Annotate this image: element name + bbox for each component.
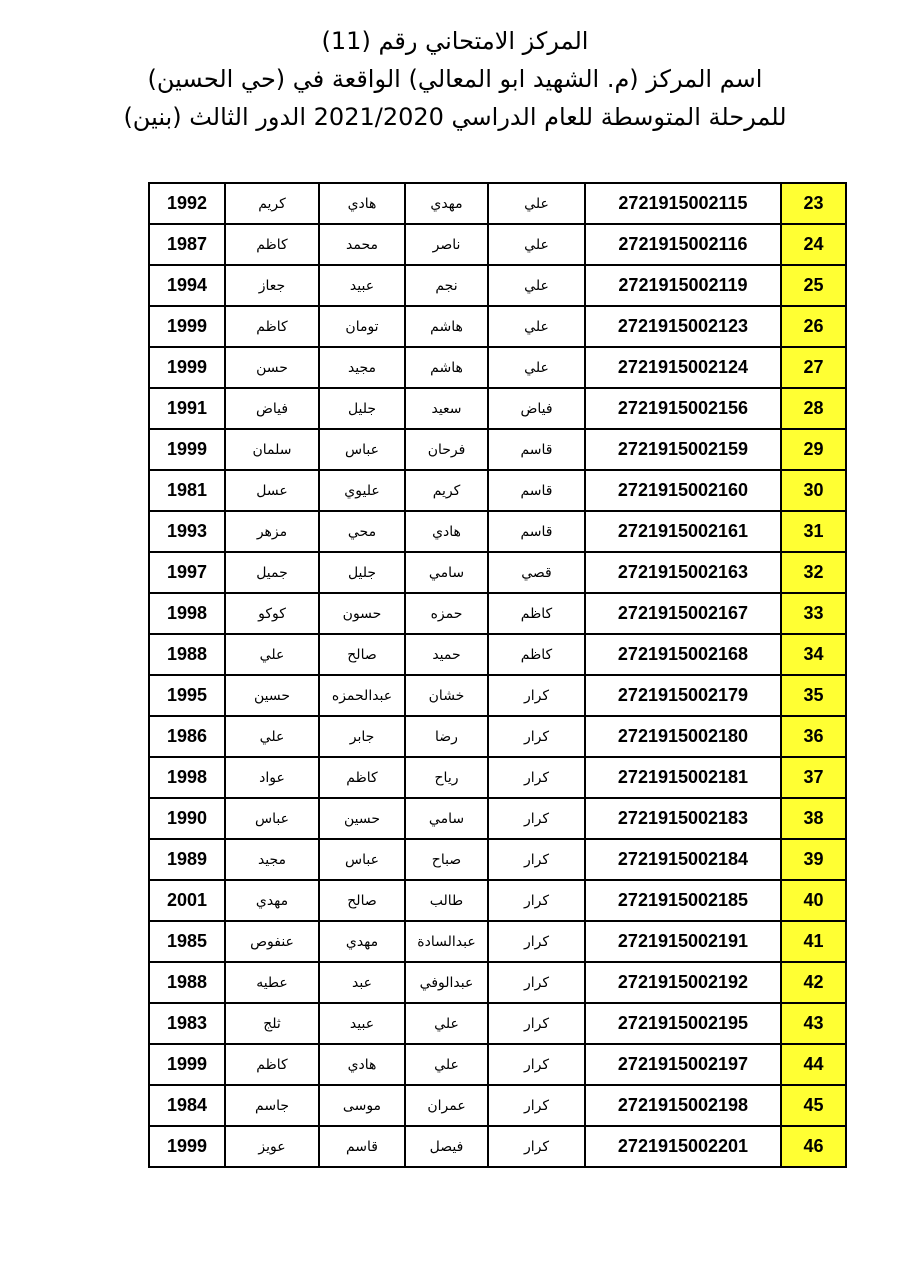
family-name-cell: فياض — [225, 388, 319, 429]
birth-year-cell: 1998 — [149, 757, 225, 798]
family-name-cell: مجيد — [225, 839, 319, 880]
table-row — [149, 224, 846, 265]
first-name-cell: كاظم — [488, 634, 585, 675]
table-row — [149, 265, 846, 306]
exam-number-cell: 2721915002184 — [585, 839, 781, 880]
sequence-number-cell: 34 — [781, 634, 846, 675]
table-row — [149, 306, 846, 347]
sequence-number-cell: 44 — [781, 1044, 846, 1085]
father-name-cell: حمزه — [405, 593, 488, 634]
sequence-number-cell: 27 — [781, 347, 846, 388]
grandfather-name-cell: مهدي — [319, 921, 405, 962]
first-name-cell: كرار — [488, 1003, 585, 1044]
grandfather-name-cell: تومان — [319, 306, 405, 347]
sequence-number-cell: 24 — [781, 224, 846, 265]
grandfather-name-cell: محي — [319, 511, 405, 552]
first-name-cell: قاسم — [488, 511, 585, 552]
first-name-cell: كرار — [488, 839, 585, 880]
exam-number-cell: 2721915002163 — [585, 552, 781, 593]
first-name-cell: قصي — [488, 552, 585, 593]
exam-number-cell: 2721915002191 — [585, 921, 781, 962]
table-row — [149, 183, 846, 224]
first-name-cell: قاسم — [488, 429, 585, 470]
grandfather-name-cell: صالح — [319, 880, 405, 921]
first-name-cell: علي — [488, 347, 585, 388]
table-row — [149, 470, 846, 511]
grandfather-name-cell: عباس — [319, 429, 405, 470]
family-name-cell: عويز — [225, 1126, 319, 1167]
table-row — [149, 388, 846, 429]
student-table — [148, 182, 847, 1168]
grandfather-name-cell: محمد — [319, 224, 405, 265]
sequence-number-cell: 43 — [781, 1003, 846, 1044]
exam-number-cell: 2721915002185 — [585, 880, 781, 921]
father-name-cell: سامي — [405, 552, 488, 593]
first-name-cell: فياض — [488, 388, 585, 429]
grandfather-name-cell: هادي — [319, 1044, 405, 1085]
sequence-number-cell: 26 — [781, 306, 846, 347]
father-name-cell: سامي — [405, 798, 488, 839]
student-table-body — [149, 183, 846, 1167]
exam-number-cell: 2721915002119 — [585, 265, 781, 306]
birth-year-cell: 1999 — [149, 347, 225, 388]
sequence-number-cell: 37 — [781, 757, 846, 798]
father-name-cell: علي — [405, 1003, 488, 1044]
table-row — [149, 552, 846, 593]
father-name-cell: صباح — [405, 839, 488, 880]
family-name-cell: كريم — [225, 183, 319, 224]
birth-year-cell: 1987 — [149, 224, 225, 265]
sequence-number-cell: 31 — [781, 511, 846, 552]
sequence-number-cell: 38 — [781, 798, 846, 839]
family-name-cell: مزهر — [225, 511, 319, 552]
sequence-number-cell: 28 — [781, 388, 846, 429]
birth-year-cell: 1983 — [149, 1003, 225, 1044]
family-name-cell: ثلج — [225, 1003, 319, 1044]
first-name-cell: علي — [488, 224, 585, 265]
grandfather-name-cell: حسين — [319, 798, 405, 839]
sequence-number-cell: 45 — [781, 1085, 846, 1126]
first-name-cell: علي — [488, 306, 585, 347]
first-name-cell: كرار — [488, 1044, 585, 1085]
exam-number-cell: 2721915002159 — [585, 429, 781, 470]
father-name-cell: هاشم — [405, 306, 488, 347]
father-name-cell: مهدي — [405, 183, 488, 224]
first-name-cell: كرار — [488, 757, 585, 798]
birth-year-cell: 1984 — [149, 1085, 225, 1126]
family-name-cell: علي — [225, 634, 319, 675]
grandfather-name-cell: عبيد — [319, 265, 405, 306]
grandfather-name-cell: عبد — [319, 962, 405, 1003]
father-name-cell: علي — [405, 1044, 488, 1085]
sequence-number-cell: 42 — [781, 962, 846, 1003]
birth-year-cell: 1999 — [149, 429, 225, 470]
table-row — [149, 880, 846, 921]
father-name-cell: كريم — [405, 470, 488, 511]
exam-number-cell: 2721915002183 — [585, 798, 781, 839]
birth-year-cell: 1999 — [149, 306, 225, 347]
grandfather-name-cell: موسى — [319, 1085, 405, 1126]
sequence-number-cell: 46 — [781, 1126, 846, 1167]
table-row — [149, 1126, 846, 1167]
father-name-cell: نجم — [405, 265, 488, 306]
table-row — [149, 839, 846, 880]
exam-number-cell: 2721915002201 — [585, 1126, 781, 1167]
father-name-cell: فرحان — [405, 429, 488, 470]
first-name-cell: كرار — [488, 1126, 585, 1167]
birth-year-cell: 1999 — [149, 1126, 225, 1167]
birth-year-cell: 2001 — [149, 880, 225, 921]
family-name-cell: كوكو — [225, 593, 319, 634]
sequence-number-cell: 36 — [781, 716, 846, 757]
exam-number-cell: 2721915002115 — [585, 183, 781, 224]
table-row — [149, 921, 846, 962]
father-name-cell: طالب — [405, 880, 488, 921]
family-name-cell: عطيه — [225, 962, 319, 1003]
exam-number-cell: 2721915002116 — [585, 224, 781, 265]
birth-year-cell: 1985 — [149, 921, 225, 962]
family-name-cell: كاظم — [225, 1044, 319, 1085]
birth-year-cell: 1988 — [149, 962, 225, 1003]
table-row — [149, 347, 846, 388]
table-row — [149, 1003, 846, 1044]
family-name-cell: عنفوص — [225, 921, 319, 962]
father-name-cell: ناصر — [405, 224, 488, 265]
table-row — [149, 1044, 846, 1085]
exam-number-cell: 2721915002197 — [585, 1044, 781, 1085]
exam-number-cell: 2721915002123 — [585, 306, 781, 347]
sequence-number-cell: 30 — [781, 470, 846, 511]
grandfather-name-cell: حسون — [319, 593, 405, 634]
exam-number-cell: 2721915002167 — [585, 593, 781, 634]
father-name-cell: رضا — [405, 716, 488, 757]
family-name-cell: حسن — [225, 347, 319, 388]
birth-year-cell: 1995 — [149, 675, 225, 716]
exam-number-cell: 2721915002160 — [585, 470, 781, 511]
first-name-cell: كرار — [488, 1085, 585, 1126]
exam-number-cell: 2721915002181 — [585, 757, 781, 798]
family-name-cell: كاظم — [225, 224, 319, 265]
father-name-cell: حميد — [405, 634, 488, 675]
table-row — [149, 798, 846, 839]
family-name-cell: جعاز — [225, 265, 319, 306]
first-name-cell: كرار — [488, 716, 585, 757]
father-name-cell: هادي — [405, 511, 488, 552]
birth-year-cell: 1998 — [149, 593, 225, 634]
family-name-cell: جاسم — [225, 1085, 319, 1126]
exam-number-cell: 2721915002198 — [585, 1085, 781, 1126]
father-name-cell: عمران — [405, 1085, 488, 1126]
exam-number-cell: 2721915002124 — [585, 347, 781, 388]
first-name-cell: كاظم — [488, 593, 585, 634]
first-name-cell: كرار — [488, 880, 585, 921]
table-row — [149, 716, 846, 757]
exam-number-cell: 2721915002192 — [585, 962, 781, 1003]
father-name-cell: عبدالوفي — [405, 962, 488, 1003]
birth-year-cell: 1986 — [149, 716, 225, 757]
first-name-cell: علي — [488, 183, 585, 224]
birth-year-cell: 1989 — [149, 839, 225, 880]
table-row — [149, 593, 846, 634]
sequence-number-cell: 25 — [781, 265, 846, 306]
table-row — [149, 511, 846, 552]
father-name-cell: فيصل — [405, 1126, 488, 1167]
family-name-cell: علي — [225, 716, 319, 757]
sequence-number-cell: 35 — [781, 675, 846, 716]
table-row — [149, 1085, 846, 1126]
birth-year-cell: 1988 — [149, 634, 225, 675]
sequence-number-cell: 39 — [781, 839, 846, 880]
sequence-number-cell: 33 — [781, 593, 846, 634]
exam-number-cell: 2721915002156 — [585, 388, 781, 429]
father-name-cell: خشان — [405, 675, 488, 716]
grandfather-name-cell: عباس — [319, 839, 405, 880]
family-name-cell: عسل — [225, 470, 319, 511]
birth-year-cell: 1981 — [149, 470, 225, 511]
grandfather-name-cell: مجيد — [319, 347, 405, 388]
first-name-cell: علي — [488, 265, 585, 306]
sequence-number-cell: 41 — [781, 921, 846, 962]
table-row — [149, 675, 846, 716]
grandfather-name-cell: عبيد — [319, 1003, 405, 1044]
first-name-cell: كرار — [488, 962, 585, 1003]
birth-year-cell: 1990 — [149, 798, 225, 839]
birth-year-cell: 1999 — [149, 1044, 225, 1085]
grandfather-name-cell: جليل — [319, 552, 405, 593]
table-row — [149, 634, 846, 675]
table-row — [149, 757, 846, 798]
exam-center-title: المركز الامتحاني رقم (11) — [321, 27, 589, 55]
grandfather-name-cell: هادي — [319, 183, 405, 224]
exam-number-cell: 2721915002168 — [585, 634, 781, 675]
family-name-cell: حسين — [225, 675, 319, 716]
table-row — [149, 962, 846, 1003]
birth-year-cell: 1993 — [149, 511, 225, 552]
grandfather-name-cell: عبدالحمزه — [319, 675, 405, 716]
grandfather-name-cell: قاسم — [319, 1126, 405, 1167]
family-name-cell: سلمان — [225, 429, 319, 470]
center-name-line: اسم المركز (م. الشهيد ابو المعالي) الواقعة في (حي الحسين) — [147, 65, 763, 93]
exam-number-cell: 2721915002195 — [585, 1003, 781, 1044]
father-name-cell: رياح — [405, 757, 488, 798]
birth-year-cell: 1997 — [149, 552, 225, 593]
document-header — [80, 22, 830, 136]
sequence-number-cell: 23 — [781, 183, 846, 224]
grandfather-name-cell: جليل — [319, 388, 405, 429]
family-name-cell: مهدي — [225, 880, 319, 921]
exam-number-cell: 2721915002161 — [585, 511, 781, 552]
table-row — [149, 429, 846, 470]
birth-year-cell: 1991 — [149, 388, 225, 429]
exam-number-cell: 2721915002180 — [585, 716, 781, 757]
first-name-cell: قاسم — [488, 470, 585, 511]
family-name-cell: عباس — [225, 798, 319, 839]
grandfather-name-cell: عليوي — [319, 470, 405, 511]
grandfather-name-cell: صالح — [319, 634, 405, 675]
family-name-cell: عواد — [225, 757, 319, 798]
exam-number-cell: 2721915002179 — [585, 675, 781, 716]
birth-year-cell: 1994 — [149, 265, 225, 306]
father-name-cell: هاشم — [405, 347, 488, 388]
family-name-cell: كاظم — [225, 306, 319, 347]
grandfather-name-cell: جابر — [319, 716, 405, 757]
grandfather-name-cell: كاظم — [319, 757, 405, 798]
sequence-number-cell: 29 — [781, 429, 846, 470]
sequence-number-cell: 32 — [781, 552, 846, 593]
birth-year-cell: 1992 — [149, 183, 225, 224]
first-name-cell: كرار — [488, 798, 585, 839]
first-name-cell: كرار — [488, 921, 585, 962]
sequence-number-cell: 40 — [781, 880, 846, 921]
first-name-cell: كرار — [488, 675, 585, 716]
father-name-cell: سعيد — [405, 388, 488, 429]
stage-year-line: للمرحلة المتوسطة للعام الدراسي 2021/2020 الدور الثالث (بنين) — [123, 103, 787, 131]
father-name-cell: عبدالسادة — [405, 921, 488, 962]
family-name-cell: جميل — [225, 552, 319, 593]
